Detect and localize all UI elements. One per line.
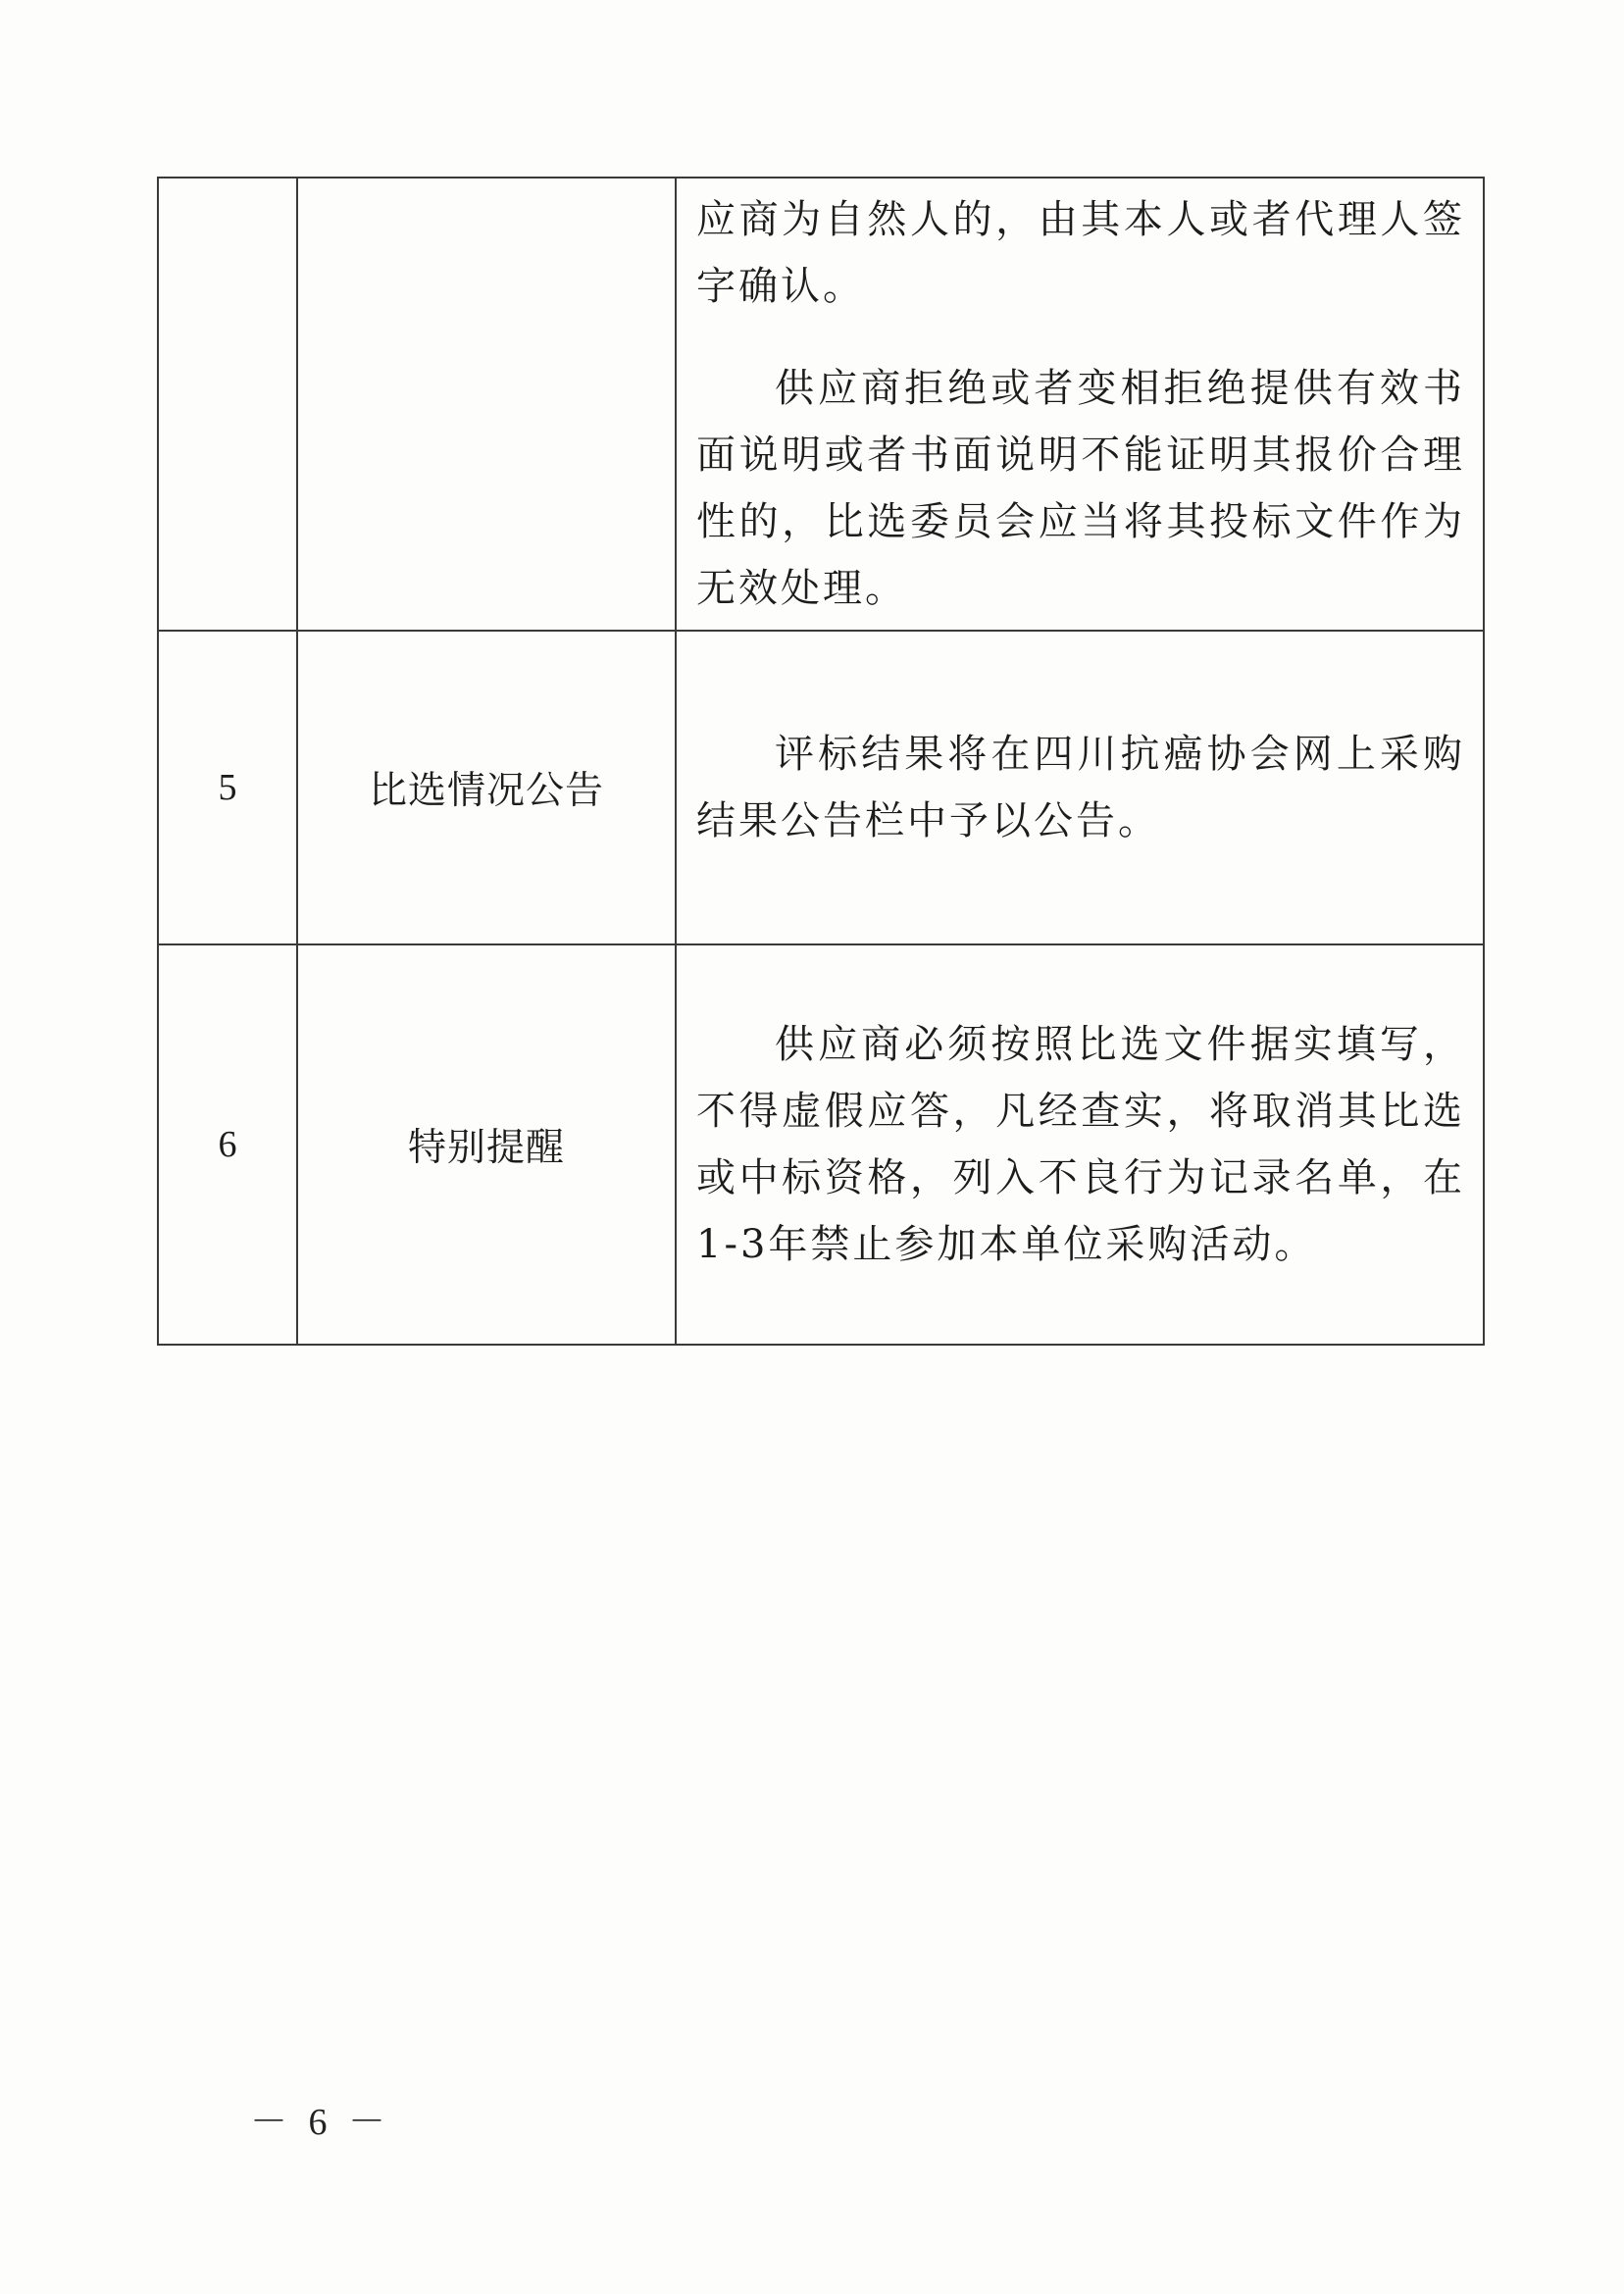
content-paragraph: 评标结果将在四川抗癌协会网上采购结果公告栏中予以公告。 [696, 732, 1465, 843]
row-item [297, 178, 676, 631]
content-paragraph: 供应商拒绝或者变相拒绝提供有效书面说明或者书面说明不能证明其报价合理性的，比选委员会应当将其投标文件作为无效处理。 [696, 366, 1465, 611]
table-row [158, 178, 1484, 631]
content-paragraph: 应商为自然人的，由其本人或者代理人签字确认。 [696, 197, 1465, 309]
row-number: 6 [158, 944, 297, 1345]
row-content [676, 944, 1484, 1345]
table-row [158, 944, 1484, 1345]
row-content [676, 631, 1484, 944]
row-item: 比选情况公告 [297, 631, 676, 944]
requirements-table [157, 177, 1485, 1346]
row-number [158, 178, 297, 631]
row-number: 5 [158, 631, 297, 944]
row-content [676, 178, 1484, 631]
content-paragraph: 供应商必须按照比选文件据实填写，不得虚假应答，凡经查实，将取消其比选或中标资格，列入不良行为记录名单，在1-3年禁止参加本单位采购活动。 [696, 1022, 1465, 1267]
row-item: 特别提醒 [297, 944, 676, 1345]
table-row [158, 631, 1484, 944]
page-number: － 6 － [250, 2102, 392, 2143]
